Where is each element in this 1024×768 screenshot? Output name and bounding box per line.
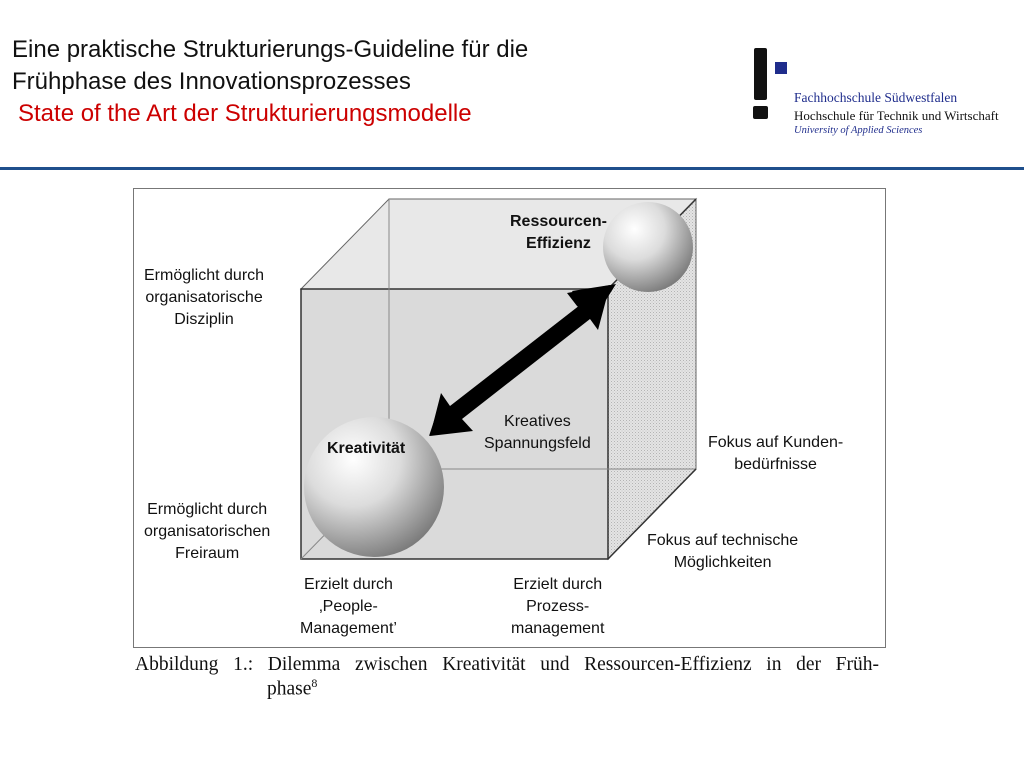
label-people-management: Erzielt durch ‚People- Management’ [300,576,397,637]
label-creative-tension: Kreatives Spannungsfeld [484,413,591,452]
slide-subtitle: State of the Art der Strukturierungsmodelle [18,100,472,127]
label-creativity: Kreativität [327,440,406,457]
label-organisational-discipline: Ermöglicht durch organisatorische Disziplin [144,267,265,328]
university-logo [748,44,1024,140]
logo-name: Fachhochschule Südwestfalen [794,90,958,105]
resource-efficiency-sphere [603,202,693,292]
logo-faculty: Hochschule für Technik und Wirtschaft [794,108,999,123]
title-line-2: Frühphase des Innovationsprozesses [12,68,411,95]
label-resource-efficiency: Ressourcen- Effizienz [510,213,607,252]
label-customer-needs: Fokus auf Kunden- bedürfnisse [708,434,844,473]
logo-exclamation-dot [753,106,768,119]
logo-english-name: University of Applied Sciences [794,125,923,136]
header-divider [0,167,1024,170]
label-technical-possibilities: Fokus auf technische Möglichkeiten [647,532,799,571]
caption-footnote: 8 [311,676,318,690]
figure-caption [135,654,879,701]
logo-exclamation-bar [754,48,767,100]
label-organisational-freedom: Ermöglicht durch organisatorischen Freiraum [144,501,271,562]
caption-line-2: phase$^8$ [267,676,318,700]
title-line-1: Eine praktische Strukturierungs-Guideline für die [12,36,529,63]
logo-blue-square [775,62,787,74]
caption-line-1: Abbildung 1.: Dilemma zwischen Kreativität und Ressourcen-Effizienz in der Früh- [135,654,879,675]
slide-title [12,34,528,130]
dilemma-figure [133,188,886,648]
label-process-management: Erzielt durch Prozess- management [511,576,605,637]
